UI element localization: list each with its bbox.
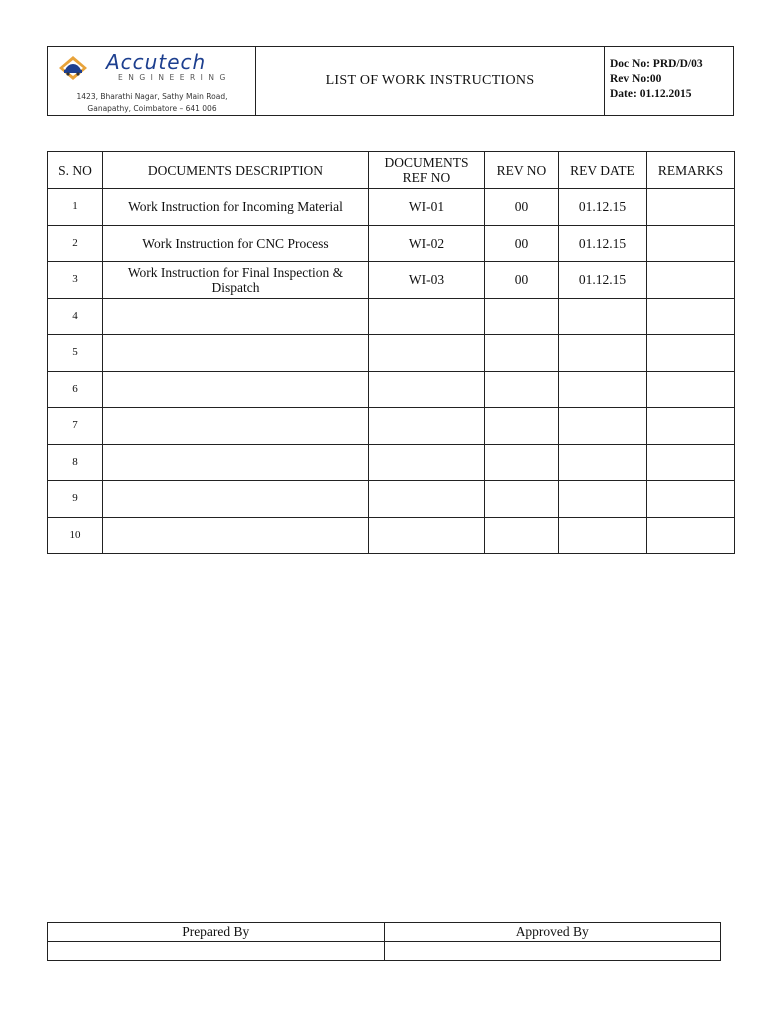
company-address-line2: Ganapathy, Coimbatore – 641 006 xyxy=(87,104,217,113)
table-row xyxy=(48,517,735,554)
table-row xyxy=(48,371,735,408)
signature-blank-row xyxy=(48,942,721,961)
header-rev-no: REV NO xyxy=(485,152,559,189)
header-rev-date: REV DATE xyxy=(559,152,647,189)
cell-ref-no xyxy=(369,408,485,445)
cell-description: Work Instruction for Incoming Material xyxy=(103,189,369,226)
header-ref-no: DOCUMENTS REF NO xyxy=(369,152,485,189)
table-row xyxy=(48,481,735,518)
company-logo-block xyxy=(48,47,256,115)
cell-sno: 1 xyxy=(48,189,103,226)
cell-ref-no: WI-02 xyxy=(369,225,485,262)
cell-rev-date xyxy=(559,481,647,518)
cell-rev-date: 01.12.15 xyxy=(559,189,647,226)
cell-rev-no: 00 xyxy=(485,262,559,299)
doc-number: Doc No: PRD/D/03 xyxy=(610,58,703,70)
cell-rev-date xyxy=(559,371,647,408)
cell-rev-date xyxy=(559,298,647,335)
cell-ref-no xyxy=(369,298,485,335)
cell-remarks xyxy=(647,408,735,445)
cell-rev-date xyxy=(559,335,647,372)
company-tagline: ENGINEERING xyxy=(118,73,231,82)
cell-description xyxy=(103,408,369,445)
cell-remarks xyxy=(647,189,735,226)
cell-rev-no xyxy=(485,371,559,408)
cell-rev-date xyxy=(559,408,647,445)
cell-ref-no: WI-01 xyxy=(369,189,485,226)
company-address-line1: 1423, Bharathi Nagar, Sathy Main Road, xyxy=(76,92,228,101)
cell-description xyxy=(103,481,369,518)
company-name: Accutech xyxy=(106,50,207,74)
cell-sno: 5 xyxy=(48,335,103,372)
cell-rev-no xyxy=(485,408,559,445)
cell-rev-no xyxy=(485,481,559,518)
cell-rev-no xyxy=(485,444,559,481)
table-row xyxy=(48,335,735,372)
cell-ref-no xyxy=(369,481,485,518)
cell-sno: 7 xyxy=(48,408,103,445)
cell-rev-date xyxy=(559,517,647,554)
cell-rev-no xyxy=(485,298,559,335)
cell-sno: 8 xyxy=(48,444,103,481)
header-sno: S. NO xyxy=(48,152,103,189)
cell-sno: 2 xyxy=(48,225,103,262)
cell-sno: 3 xyxy=(48,262,103,299)
cell-rev-date xyxy=(559,444,647,481)
prepared-by-label: Prepared By xyxy=(48,923,385,942)
cell-sno: 9 xyxy=(48,481,103,518)
cell-sno: 4 xyxy=(48,298,103,335)
cell-remarks xyxy=(647,481,735,518)
cell-sno: 6 xyxy=(48,371,103,408)
table-row xyxy=(48,298,735,335)
table-row xyxy=(48,189,735,226)
approved-by-signature-cell[interactable] xyxy=(384,942,721,961)
cell-rev-date: 01.12.15 xyxy=(559,225,647,262)
cell-ref-no xyxy=(369,371,485,408)
signature-label-row xyxy=(48,923,721,942)
cell-remarks xyxy=(647,444,735,481)
prepared-by-signature-cell[interactable] xyxy=(48,942,385,961)
table-row xyxy=(48,444,735,481)
cell-ref-no xyxy=(369,444,485,481)
cell-rev-no xyxy=(485,335,559,372)
cell-description: Work Instruction for CNC Process xyxy=(103,225,369,262)
document-meta xyxy=(605,47,733,115)
cell-remarks xyxy=(647,225,735,262)
cell-remarks xyxy=(647,335,735,372)
cell-remarks xyxy=(647,371,735,408)
work-instructions-table xyxy=(47,151,735,554)
cell-description xyxy=(103,335,369,372)
header-remarks: REMARKS xyxy=(647,152,735,189)
document-header xyxy=(47,46,734,116)
approved-by-label: Approved By xyxy=(384,923,721,942)
cell-rev-no: 00 xyxy=(485,225,559,262)
table-row xyxy=(48,225,735,262)
cell-remarks xyxy=(647,262,735,299)
revision-number: Rev No:00 xyxy=(610,73,662,85)
cell-remarks xyxy=(647,517,735,554)
cell-description xyxy=(103,298,369,335)
document-date: Date: 01.12.2015 xyxy=(610,88,692,100)
cell-description xyxy=(103,371,369,408)
table-header-row xyxy=(48,152,735,189)
cell-remarks xyxy=(647,298,735,335)
cell-rev-no: 00 xyxy=(485,189,559,226)
table-row xyxy=(48,262,735,299)
table-row xyxy=(48,408,735,445)
cell-ref-no: WI-03 xyxy=(369,262,485,299)
cell-description xyxy=(103,517,369,554)
diamond-car-logo-icon xyxy=(58,55,88,81)
cell-rev-date: 01.12.15 xyxy=(559,262,647,299)
cell-sno: 10 xyxy=(48,517,103,554)
cell-ref-no xyxy=(369,335,485,372)
signature-table xyxy=(47,922,721,961)
cell-rev-no xyxy=(485,517,559,554)
header-description: DOCUMENTS DESCRIPTION xyxy=(103,152,369,189)
document-title: LIST OF WORK INSTRUCTIONS xyxy=(256,47,605,115)
cell-description: Work Instruction for Final Inspection & Dispatch xyxy=(103,262,369,299)
cell-description xyxy=(103,444,369,481)
cell-ref-no xyxy=(369,517,485,554)
